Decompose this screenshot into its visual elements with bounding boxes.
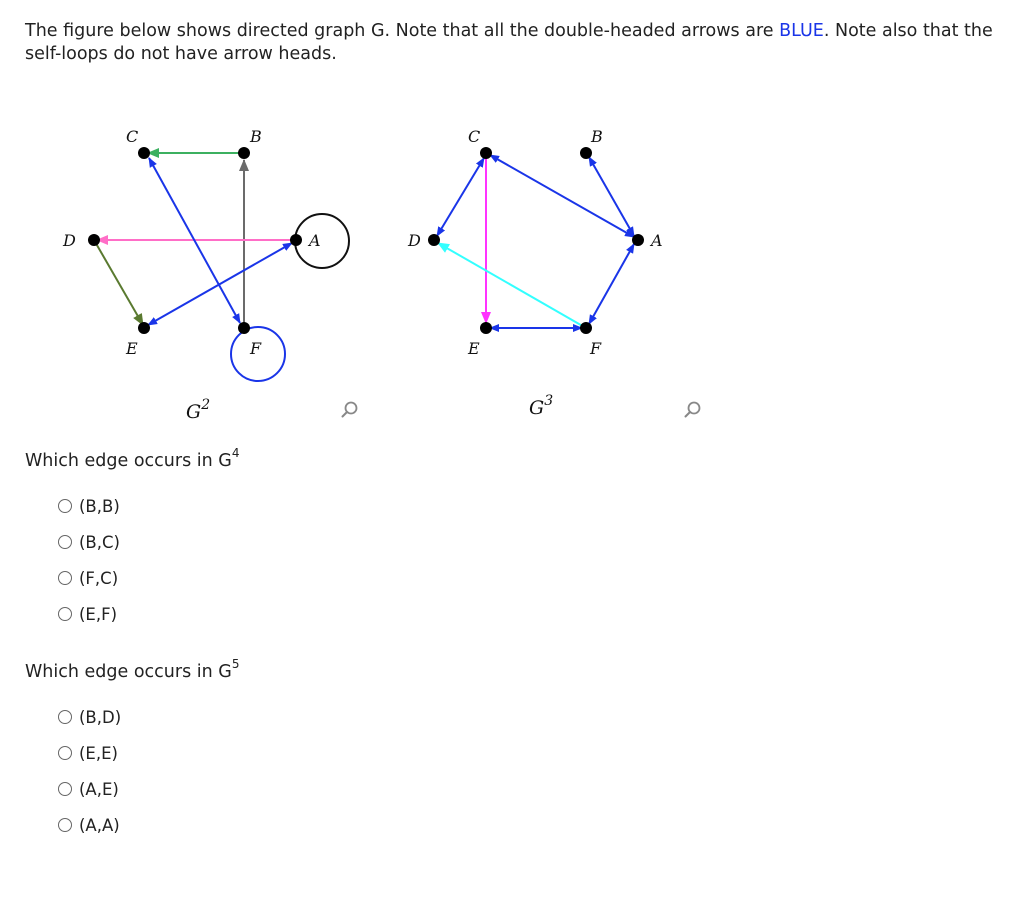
node-b — [238, 147, 250, 159]
option-label: (E,E) — [79, 743, 118, 763]
node-label-b: B — [250, 127, 262, 146]
radio-button[interactable] — [58, 571, 72, 585]
edge-a-f — [589, 244, 634, 324]
node-label-a: A — [309, 231, 321, 250]
node-d — [88, 234, 100, 246]
node-label-c: C — [126, 127, 139, 146]
graph-label-g3: $G^3$ — [529, 393, 554, 419]
node-label-e: E — [468, 339, 480, 358]
edge-a-e — [148, 243, 292, 325]
q1-option-2[interactable] — [58, 530, 120, 554]
graph-label-g2: $G^2$ — [186, 397, 211, 423]
magnifier-icon[interactable] — [340, 400, 360, 420]
radio-button[interactable] — [58, 746, 72, 760]
node-a — [290, 234, 302, 246]
edge-f-d — [438, 243, 586, 328]
edge-c-a — [490, 155, 634, 237]
radio-button[interactable] — [58, 710, 72, 724]
node-d — [428, 234, 440, 246]
self-loop-a — [295, 214, 349, 268]
node-label-d: D — [63, 231, 76, 250]
radio-button[interactable] — [58, 818, 72, 832]
option-label: (B,B) — [79, 496, 120, 516]
radio-button[interactable] — [58, 607, 72, 621]
option-label: (F,C) — [79, 568, 119, 588]
option-label: (E,F) — [79, 604, 118, 624]
node-label-f: F — [590, 339, 602, 358]
q2-option-1[interactable] — [58, 705, 121, 729]
question-1-exponent: 4 — [231, 446, 240, 460]
q1-option-3[interactable] — [58, 566, 118, 590]
node-b — [580, 147, 592, 159]
intro-text: The figure below shows directed graph G. Note that all the double-headed arrows are — [25, 21, 780, 41]
option-label: (A,E) — [79, 779, 119, 799]
node-label-d: D — [408, 231, 421, 250]
magnifier-icon[interactable] — [683, 400, 703, 420]
graph-g2-figure — [0, 0, 400, 440]
node-label-e: E — [126, 339, 138, 358]
option-label: (B,D) — [79, 707, 122, 727]
node-a — [632, 234, 644, 246]
node-label-b: B — [591, 127, 603, 146]
intro-text-end: . Note also that the self-loops do not have arrow heads. — [25, 21, 993, 64]
edge-d-e — [94, 240, 143, 325]
q2-option-4[interactable] — [58, 813, 120, 837]
q2-option-3[interactable] — [58, 777, 119, 801]
question-2-prefix: Which edge occurs in G — [25, 661, 232, 682]
q2-option-2[interactable] — [58, 741, 118, 765]
question-1-text — [25, 448, 239, 471]
question-1-prefix: Which edge occurs in G — [25, 450, 232, 471]
question-2-text — [25, 659, 239, 682]
node-e — [480, 322, 492, 334]
node-e — [138, 322, 150, 334]
option-label: (A,A) — [79, 815, 120, 835]
node-f — [238, 322, 250, 334]
node-c — [138, 147, 150, 159]
q1-option-4[interactable] — [58, 602, 117, 626]
graph-g3-figure — [380, 0, 700, 440]
node-label-c: C — [468, 127, 481, 146]
q1-option-1[interactable] — [58, 494, 120, 518]
node-f — [580, 322, 592, 334]
node-label-a: A — [651, 231, 663, 250]
radio-button[interactable] — [58, 782, 72, 796]
node-label-f: F — [250, 339, 262, 358]
intro-blue-word: BLUE — [779, 21, 824, 41]
radio-button[interactable] — [58, 499, 72, 513]
radio-button[interactable] — [58, 535, 72, 549]
question-2-exponent: 5 — [231, 657, 240, 671]
option-label: (B,C) — [79, 532, 120, 552]
edge-d-c — [437, 158, 484, 236]
node-c — [480, 147, 492, 159]
